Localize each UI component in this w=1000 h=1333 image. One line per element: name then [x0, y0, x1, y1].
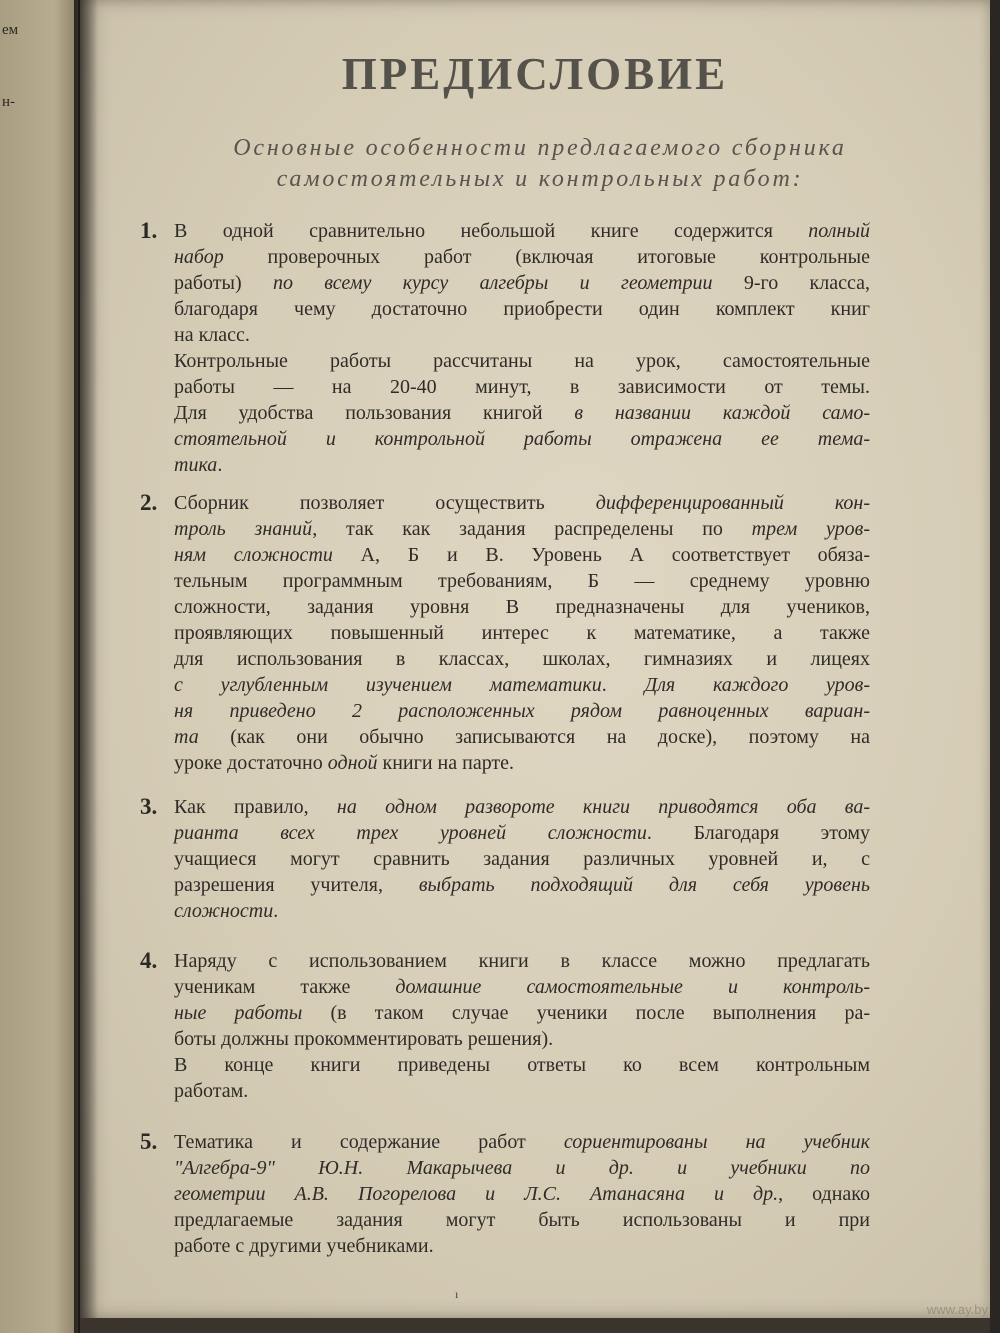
text-run: 9-го класса,	[712, 272, 870, 294]
italic-run: с углубленным изучением математики	[174, 674, 602, 696]
text-line	[174, 1181, 870, 1207]
text-line	[174, 794, 870, 820]
text-run: работы)	[174, 272, 273, 294]
italic-run: дифференцированный кон-	[595, 492, 870, 514]
text-run: Как правило,	[174, 796, 337, 818]
italic-run: ня приведено 2 расположенных рядом равноценных вариан-	[174, 700, 870, 722]
italic-run: домашние самостоятельные и контроль-	[395, 976, 870, 998]
subtitle	[80, 133, 1000, 195]
text-run: Тематика и содержание работ	[174, 1131, 564, 1153]
item-text	[174, 948, 870, 1104]
text-run: (в таком случае ученики после выполнения ра-	[302, 1002, 870, 1024]
italic-run: геометрии А.В. Погорелова и Л.С. Атанасяна и др.	[174, 1183, 779, 1205]
text-line	[174, 296, 870, 322]
text-run: А, Б и В. Уровень А соответствует обяза-	[332, 544, 871, 566]
text-line	[174, 452, 870, 478]
text-run: Сборник позволяет осуществить	[174, 492, 596, 514]
text-line	[174, 620, 870, 646]
text-run: , однако	[778, 1183, 870, 1205]
italic-run: выбрать подходящий для себя уровень	[418, 874, 870, 896]
italic-run: стоятельной и контрольной работы отражена ее тема-	[174, 428, 870, 450]
list-item-4	[140, 948, 870, 1104]
list-item-1	[140, 218, 870, 478]
previous-page-fragment: н-	[2, 94, 16, 110]
list-item-2	[140, 490, 870, 776]
subtitle-line: Основные особенности предлагаемого сборника	[233, 135, 847, 161]
text-line	[174, 724, 870, 750]
text-line	[174, 1207, 870, 1233]
text-line	[174, 898, 870, 924]
italic-run: ные работы	[174, 1002, 303, 1024]
italic-run: рианта всех трех уровней сложности	[174, 822, 647, 844]
text-line	[174, 244, 870, 270]
text-run: работы — на 20-40 минут, в зависимости от темы.	[174, 376, 870, 398]
text-line	[174, 270, 870, 296]
text-run: уроке достаточно	[174, 752, 328, 774]
text-run: ученикам также	[174, 976, 396, 998]
italic-run: на одном развороте книги приводятся оба ва-	[336, 796, 870, 818]
text-run: для использования в классах, школах, гимназиях и лицеях	[174, 648, 870, 670]
text-line	[174, 820, 870, 846]
text-run: , так как задания распределены по	[312, 518, 752, 540]
italic-run: набор	[174, 246, 224, 268]
text-line	[174, 750, 870, 776]
item-number: 2.	[140, 490, 158, 515]
italic-run: тика	[174, 454, 218, 476]
text-run: Контрольные работы рассчитаны на урок, самостоятельные	[174, 350, 870, 372]
text-run: .	[601, 674, 645, 696]
text-line	[174, 348, 870, 374]
text-line	[174, 872, 870, 898]
text-run: благодаря чему достаточно приобрести один комплект книг	[174, 298, 870, 320]
text-run: .	[217, 454, 223, 476]
text-line	[174, 1000, 870, 1026]
text-run: проявляющих повышенный интерес к математике, а также	[174, 622, 870, 644]
text-run: Наряду с использованием книги в классе можно предлагать	[174, 950, 870, 972]
text-run: Для удобства пользования книгой	[174, 402, 575, 424]
text-line	[174, 400, 870, 426]
text-run: тельным программным требованиям, Б — среднему уровню	[174, 570, 870, 592]
text-line	[174, 1078, 870, 1104]
italic-run: Для каждого уров-	[644, 674, 870, 696]
watermark: www.ay.by	[926, 1302, 988, 1317]
subtitle-line: самостоятельных и контрольных работ:	[276, 166, 804, 192]
text-line	[174, 568, 870, 594]
italic-run: та	[174, 726, 199, 748]
text-run: .	[273, 900, 279, 922]
text-line	[174, 1233, 870, 1259]
text-line	[174, 542, 870, 568]
text-line	[174, 672, 870, 698]
item-text	[174, 1129, 870, 1259]
italic-run: сложности	[174, 900, 274, 922]
text-run: боты должны прокомментировать решения).	[174, 1028, 554, 1050]
italic-run: сориентированы на учебник	[563, 1131, 870, 1153]
text-run: . Благодаря этому	[646, 822, 870, 844]
item-number: 3.	[140, 794, 158, 819]
text-line	[174, 948, 870, 974]
item-number: 1.	[140, 218, 158, 243]
italic-run: полный	[808, 220, 870, 242]
text-line	[174, 218, 870, 244]
text-run: книги на парте.	[377, 752, 515, 774]
text-line	[174, 846, 870, 872]
page-bottom-edge	[80, 1318, 990, 1333]
italic-run: в названии каждой само-	[574, 402, 871, 424]
text-line	[174, 594, 870, 620]
text-run: на класс.	[174, 324, 250, 346]
item-text	[174, 794, 870, 924]
item-text	[174, 490, 870, 776]
italic-run: "Алгебра-9" Ю.Н. Макарычева и др. и учебники по	[174, 1157, 870, 1179]
italic-run: трем уров-	[751, 518, 870, 540]
previous-page-fragment: ем	[2, 22, 19, 38]
italic-run: троль знаний	[174, 518, 313, 540]
italic-run: ням сложности	[174, 544, 333, 566]
text-line	[174, 1155, 870, 1181]
italic-run: по всему курсу алгебры и геометрии	[272, 272, 713, 294]
item-number: 5.	[140, 1129, 158, 1154]
item-number: 4.	[140, 948, 158, 973]
item-text	[174, 218, 870, 478]
text-line	[174, 490, 870, 516]
list-item-5	[140, 1129, 870, 1259]
text-run: предлагаемые задания могут быть использованы и при	[174, 1209, 870, 1231]
text-run: разрешения учителя,	[174, 874, 419, 896]
list-item-3	[140, 794, 870, 924]
text-line	[174, 374, 870, 400]
text-line	[174, 1026, 870, 1052]
text-line	[174, 426, 870, 452]
text-run: В одной сравнительно небольшой книге содержится	[174, 220, 809, 242]
text-run: сложности, задания уровня В предназначены для учеников,	[174, 596, 870, 618]
text-line	[174, 322, 870, 348]
text-run: работам.	[174, 1080, 249, 1102]
italic-run: одной	[327, 752, 378, 774]
text-run: работе с другими учебниками.	[174, 1235, 434, 1257]
text-line	[174, 698, 870, 724]
text-run: учащиеся могут сравнить задания различных уровней и, с	[174, 848, 870, 870]
text-line	[174, 1129, 870, 1155]
text-run: (как они обычно записываются на доске), поэтому на	[198, 726, 870, 748]
text-line	[174, 646, 870, 672]
text-run: В конце книги приведены ответы ко всем контрольным	[174, 1054, 870, 1076]
text-run: проверочных работ (включая итоговые контрольные	[223, 246, 870, 268]
previous-page-edge	[0, 0, 78, 1333]
page-mark: ı	[455, 1287, 459, 1301]
spine-shadow	[74, 0, 98, 1333]
text-line	[174, 974, 870, 1000]
text-line	[174, 516, 870, 542]
text-line	[174, 1052, 870, 1078]
page-title: ПРЕДИСЛОВИЕ	[341, 49, 729, 99]
